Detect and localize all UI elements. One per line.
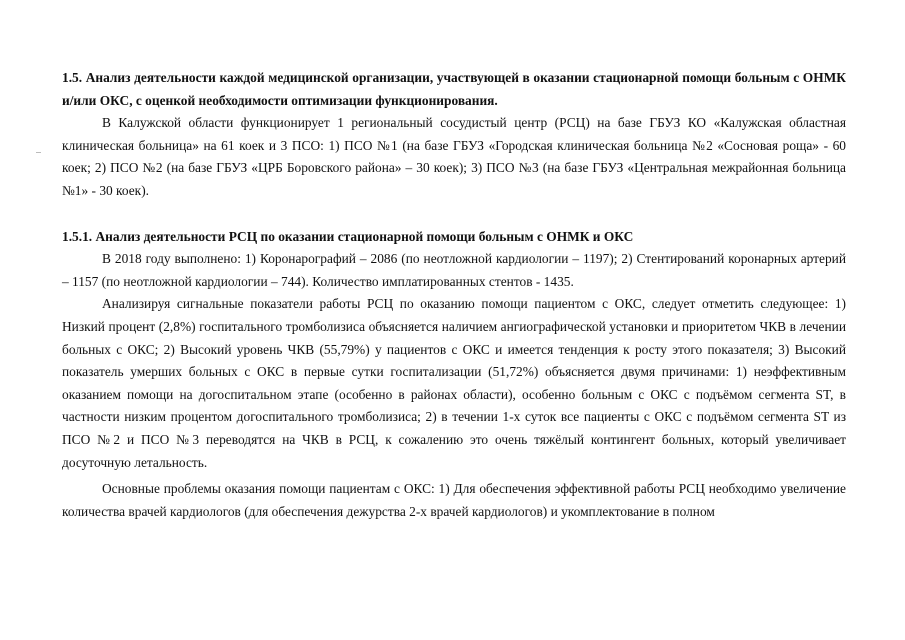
section-1-5-paragraph: В Калужской области функционирует 1 региональный сосудистый центр (РСЦ) на базе ГБУЗ КО «Калужская областная клиническая больница» на 61 коек и 3 ПСО: 1) ПСО №1 (на базе ГБУЗ «Городская клиническая больница №2 «Сосновая роща» - 60 коек; 2) ПСО №2 (на базе ГБУЗ «ЦРБ Боровского района» – 30 коек); 3) ПСО №3 (на базе ГБУЗ «Центральная межрайонная больница №1» - 30 коек).	[62, 115, 846, 198]
section-1-5-heading: 1.5. Анализ деятельности каждой медицинской организации, участвующей в оказании стационарной помощи больным с ОНМК и/или ОКС, с оценкой необходимости оптимизации функционирования.	[62, 70, 846, 108]
section-1-5-1-heading: 1.5.1. Анализ деятельности РСЦ по оказании стационарной помощи больным с ОНМК и ОКС	[62, 228, 634, 244]
section-1-5-1-paragraph-2: Анализируя сигнальные показатели работы РСЦ по оказанию помощи пациентом с ОКС, следует отметить следующее: 1) Низкий процент (2,8%) госпитального тромболизиса объясняется наличием ангиографической установки и приоритетом ЧКВ в лечении больных с ОКС; 2) Высокий уровень ЧКВ (55,79%) у пациентов с ОКС и имеется тенденция к росту этого показателя; 3) Высокий показатель умерших больных с ОКС в первые сутки госпитализации (51,72%) объясняется двумя причинами: 1) неэффективным оказанием помощи на догоспитальном этапе (особенно в районах области), особенно больным с ОКС с подъёмом сегмента ST, в частности низким процентом догоспитального тромболизиса; 2) в течении 1-х суток все пациенты с ОКС с подъёмом сегмента ST из ПСО №2 и ПСО №3 переводятся на ЧКВ в РСЦ, к сожалению это очень тяжёлый контингент больных, который увеличивает досуточную летальность.	[62, 296, 846, 470]
margin-mark	[36, 152, 41, 153]
section-1-5-1-paragraph-1: В 2018 году выполнено: 1) Коронарографий – 2086 (по неотложной кардиологии – 1197); 2) Стентирований коронарных артерий – 1157 (по неотложной кардиологии – 744). Количество имплатированных стентов - 1435.	[62, 251, 846, 289]
section-1-5-1-paragraph-3: Основные проблемы оказания помощи пациентам с ОКС: 1) Для обеспечения эффективной работы РСЦ необходимо увеличение количества врачей кардиологов (для обеспечения дежурства 2-х врачей кардиологов) и укомплектование в полном	[62, 481, 846, 519]
document-body	[62, 67, 846, 523]
section-spacer	[62, 203, 846, 226]
